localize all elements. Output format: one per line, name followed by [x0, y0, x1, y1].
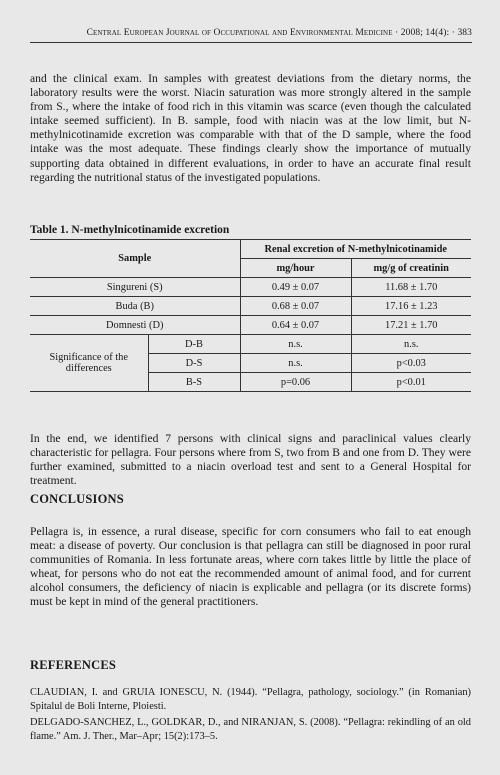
header-sample: Sample	[30, 240, 240, 278]
table-row	[30, 278, 471, 297]
pair-cell: D-B	[148, 335, 240, 354]
sample-cell: Singureni (S)	[30, 278, 240, 297]
table-caption: Table 1. N-methylnicotinamide excretion	[30, 224, 230, 236]
reference-item: DELGADO-SANCHEZ, L., GOLDKAR, D., and NIRANJAN, S. (2008). “Pellagra: rekindling of an old flame.” Am. J. Ther., Mar–Apr; 15(2):173–5.	[30, 717, 471, 742]
significance-label: Significance of the differences	[30, 335, 148, 392]
reference-item: CLAUDIAN, I. and GRUIA IONESCU, N. (1944). “Pellagra, pathology, sociology.” (in Romanian) Spitalul de Boli Interne, Ploiesti.	[30, 687, 471, 712]
mg-hour-cell: n.s.	[240, 335, 351, 354]
table-row	[30, 335, 471, 354]
mg-hour-cell: p=0.06	[240, 373, 351, 392]
references-heading: REFERENCES	[30, 658, 117, 672]
header-mg-hour: mg/hour	[240, 259, 351, 278]
conclusions-heading: CONCLUSIONS	[30, 492, 124, 506]
mg-g-cell: p<0.01	[351, 373, 471, 392]
mg-g-cell: p<0.03	[351, 354, 471, 373]
pair-cell: D-S	[148, 354, 240, 373]
mg-g-cell: 17.16 ± 1.23	[351, 297, 471, 316]
table-row	[30, 297, 471, 316]
mg-hour-cell: 0.64 ± 0.07	[240, 316, 351, 335]
paragraph-pellagra-cases: In the end, we identified 7 persons with clinical signs and paraclinical values clearly characteristic for pellagra. Four persons where from S, two from B and one from D. They were further examined, submitted to a niacin overload test and sent to a General Hospital for treatment.	[30, 432, 471, 488]
sample-cell: Buda (B)	[30, 297, 240, 316]
mg-hour-cell: n.s.	[240, 354, 351, 373]
header-renal-excretion: Renal excretion of N-methylnicotinamide	[240, 240, 471, 259]
pair-cell: B-S	[148, 373, 240, 392]
excretion-table	[30, 239, 471, 392]
mg-hour-cell: 0.68 ± 0.07	[240, 297, 351, 316]
mg-g-cell: 11.68 ± 1.70	[351, 278, 471, 297]
mg-g-cell: n.s.	[351, 335, 471, 354]
mg-g-cell: 17.21 ± 1.70	[351, 316, 471, 335]
mg-hour-cell: 0.49 ± 0.07	[240, 278, 351, 297]
table-row	[30, 316, 471, 335]
paragraph-results-discussion: and the clinical exam. In samples with greatest deviations from the dietary norms, the laboratory results were the worst. Niacin saturation was more strongly altered in the sample from S., where the intake of food rich in this vitamin was scarce (even though the calculated intake seemed sufficient). In B. sample, food with niacin was at the low limit, but N-methylnicotinamide excretion was comparable with that of the D sample, where the food intake was the most adequate. These findings clearly show the importance of mutually supporting data obtained in different evaluations, in order to have an accurate final result regarding the nutritional status of the investigated populations.	[30, 72, 471, 184]
header-mg-g-creatinin: mg/g of creatinin	[351, 259, 471, 278]
running-header: Central European Journal of Occupational and Environmental Medicine · 2008; 14(4): · 383	[30, 28, 472, 43]
paragraph-conclusions: Pellagra is, in essence, a rural disease, specific for corn consumers who fail to eat enough meat: a disease of poverty. Our conclusion is that pellagra can still be diagnosed in poor rural communities of Romania. In less fortunate areas, where corn takes little by little the place of wheat, for persons who do not eat the recommended amount of animal food, and for current alcohol consumers, the deficiency of niacin is explicable and pellagra (or its discrete forms) must be kept in mind of the general practitioners.	[30, 525, 471, 609]
table-header-row	[30, 240, 471, 259]
sample-cell: Domnesti (D)	[30, 316, 240, 335]
